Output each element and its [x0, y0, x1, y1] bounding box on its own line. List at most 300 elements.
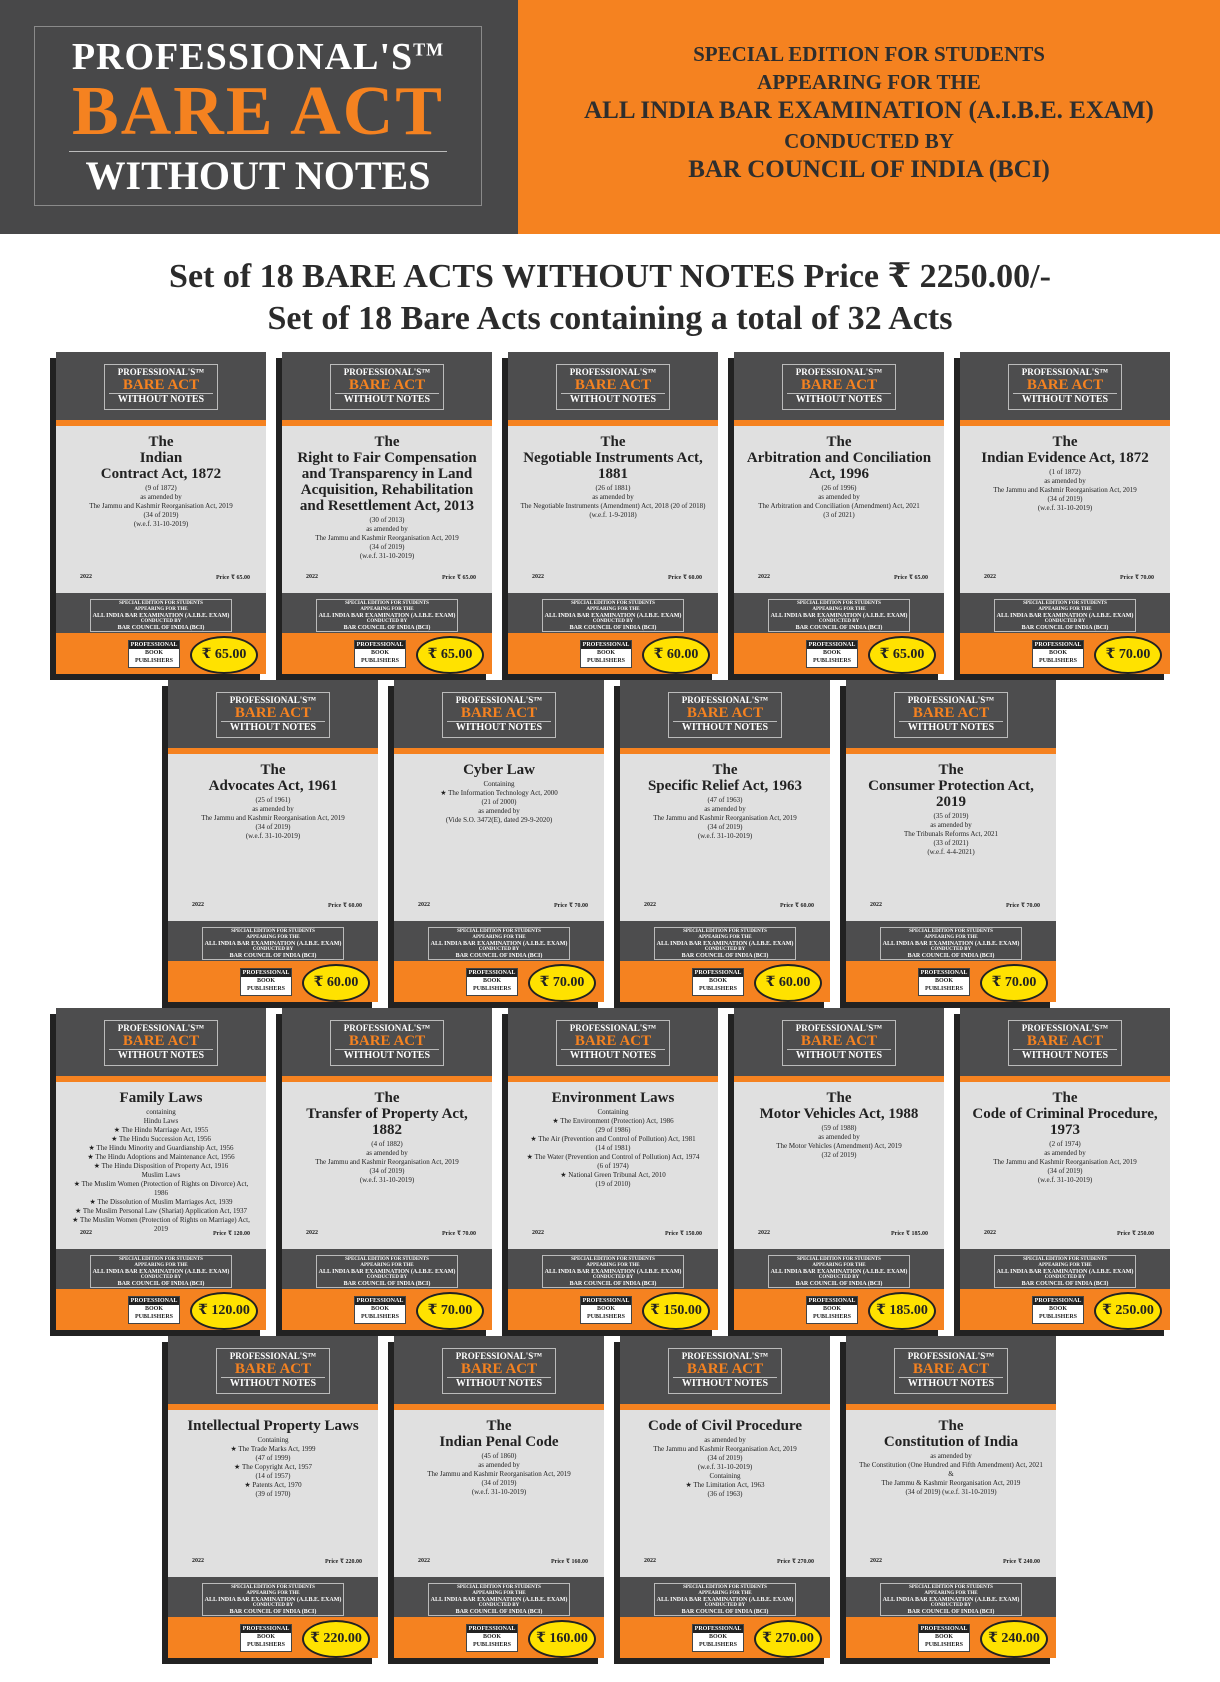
book-detail-line: as amended by	[252, 805, 294, 813]
publisher-logo	[240, 1624, 292, 1652]
book-edition-line: CONDUCTED BY	[704, 1603, 746, 1608]
book-edition-box	[542, 1255, 684, 1288]
book-logo-bare-act: BARE ACT	[574, 377, 652, 393]
book-title-line: Intellectual Property Laws	[187, 1418, 359, 1434]
book-detail-line: (35 of 2019)	[933, 812, 969, 820]
book-cover[interactable]	[282, 1008, 492, 1330]
book-cover[interactable]	[846, 680, 1056, 1002]
book-details	[394, 780, 604, 825]
book-price-text: Price ₹ 150.00	[665, 1231, 702, 1237]
book-edition-line: APPEARING FOR THE	[134, 607, 188, 612]
book-title-line: The	[938, 762, 964, 778]
book-edition-line: BAR COUNCIL OF INDIA (BCI)	[343, 625, 431, 631]
book-logo-professionals: PROFESSIONAL'S™	[681, 695, 769, 705]
book-title-line: Motor Vehicles Act, 1988	[759, 1106, 919, 1122]
book-price-text: Price ₹ 270.00	[777, 1559, 814, 1565]
price-badge: ₹ 240.00	[980, 1620, 1048, 1658]
book-cover[interactable]	[508, 352, 718, 674]
book-edition-line: ALL INDIA BAR EXAMINATION (A.I.B.E. EXAM)	[92, 1269, 230, 1275]
book-edition-box	[768, 599, 910, 632]
book-detail-line: (w.e.f. 4-4-2021)	[927, 848, 975, 856]
book-title-line: The	[1052, 434, 1078, 450]
book-footer	[620, 1577, 830, 1617]
publisher-logo	[354, 640, 406, 668]
book-logo-bare-act: BARE ACT	[348, 377, 426, 393]
book-edition-line: BAR COUNCIL OF INDIA (BCI)	[117, 625, 205, 631]
book-logo-professionals: PROFESSIONAL'S™	[229, 695, 317, 705]
publisher-subtitle: BOOK PUBLISHERS	[134, 1306, 173, 1320]
book-stripe	[168, 748, 378, 754]
book-edition-line: BAR COUNCIL OF INDIA (BCI)	[117, 1281, 205, 1287]
price-badge: ₹ 70.00	[528, 964, 596, 1002]
book-logo-without-notes: WITHOUT NOTES	[673, 1377, 777, 1390]
book-price-band	[282, 1289, 492, 1330]
book-edition-line: CONDUCTED BY	[818, 619, 860, 624]
book-title	[168, 1418, 378, 1434]
book-body	[960, 1084, 1170, 1249]
book-footer	[960, 1249, 1170, 1289]
book-details	[508, 1108, 718, 1189]
book-header	[168, 1336, 378, 1404]
publisher-subtitle: BOOK PUBLISHERS	[812, 650, 851, 664]
book-edition-line: SPECIAL EDITION FOR STUDENTS	[909, 1585, 993, 1590]
book-edition-line: SPECIAL EDITION FOR STUDENTS	[797, 1257, 881, 1262]
book-logo	[442, 692, 556, 738]
book-edition-line: ALL INDIA BAR EXAMINATION (A.I.B.E. EXAM)	[204, 1597, 342, 1603]
book-cover[interactable]	[508, 1008, 718, 1330]
book-logo-bare-act: BARE ACT	[348, 1033, 426, 1049]
book-detail-line: ★ The Trade Marks Act, 1999	[230, 1445, 316, 1453]
book-edition-line: SPECIAL EDITION FOR STUDENTS	[1023, 601, 1107, 606]
book-price-band	[282, 633, 492, 674]
book-edition-box	[202, 927, 344, 960]
book-edition-line: CONDUCTED BY	[140, 1275, 182, 1280]
price-badge: ₹ 70.00	[416, 1292, 484, 1330]
book-detail-line: (19 of 2010)	[595, 1180, 631, 1188]
book-logo-without-notes: WITHOUT NOTES	[899, 721, 1003, 734]
book-detail-line: ★ The Hindu Marriage Act, 1955	[113, 1126, 209, 1134]
price-badge: ₹ 120.00	[190, 1292, 258, 1330]
book-logo-bare-act: BARE ACT	[800, 1033, 878, 1049]
book-cover[interactable]	[846, 1336, 1056, 1658]
book-footer	[620, 921, 830, 961]
book-logo-without-notes: WITHOUT NOTES	[1013, 1049, 1117, 1062]
book-body	[846, 1412, 1056, 1577]
book-logo	[104, 1020, 218, 1066]
publisher-subtitle: BOOK PUBLISHERS	[246, 1634, 285, 1648]
book-body	[734, 1084, 944, 1249]
book-detail-line: Hindu Laws	[143, 1117, 179, 1125]
book-cover[interactable]	[960, 1008, 1170, 1330]
book-edition-line: SPECIAL EDITION FOR STUDENTS	[797, 601, 881, 606]
book-title-line: Indian Penal Code	[439, 1434, 559, 1450]
book-detail-line: as amended by	[478, 807, 520, 815]
book-edition-line: APPEARING FOR THE	[586, 1263, 640, 1268]
book-detail-line: The Jammu and Kashmir Reorganisation Act, 2019	[653, 1445, 797, 1453]
book-header	[282, 352, 492, 420]
book-logo-bare-act: BARE ACT	[460, 705, 538, 721]
book-logo	[668, 1348, 782, 1394]
book-edition-line: ALL INDIA BAR EXAMINATION (A.I.B.E. EXAM)	[318, 613, 456, 619]
book-logo-professionals: PROFESSIONAL'S™	[681, 1351, 769, 1361]
book-cover[interactable]	[734, 1008, 944, 1330]
book-edition-line: CONDUCTED BY	[930, 1603, 972, 1608]
book-logo-without-notes: WITHOUT NOTES	[335, 393, 439, 406]
book-body	[734, 428, 944, 593]
book-edition-line: CONDUCTED BY	[592, 619, 634, 624]
book-detail-line: as amended by	[592, 493, 634, 501]
book-title	[508, 1090, 718, 1106]
book-price-band	[620, 1617, 830, 1658]
book-title-line: The	[374, 1090, 400, 1106]
publisher-name: PROFESSIONAL	[130, 642, 178, 648]
book-price-text: Price ₹ 65.00	[442, 575, 476, 581]
book-edition-line: BAR COUNCIL OF INDIA (BCI)	[795, 625, 883, 631]
book-title	[846, 762, 1056, 810]
publisher-name: PROFESSIONAL	[130, 1298, 178, 1304]
book-logo-professionals: PROFESSIONAL'S™	[795, 367, 883, 377]
price-badge: ₹ 60.00	[642, 636, 710, 674]
book-detail-line: (6 of 1974)	[597, 1162, 629, 1170]
book-stripe	[960, 420, 1170, 426]
book-detail-line: (29 of 1986)	[595, 1126, 631, 1134]
book-logo-professionals: PROFESSIONAL'S™	[455, 695, 543, 705]
price-badge: ₹ 60.00	[754, 964, 822, 1002]
book-logo-without-notes: WITHOUT NOTES	[447, 1377, 551, 1390]
book-logo-professionals: PROFESSIONAL'S™	[455, 1351, 543, 1361]
book-detail-line: as amended by	[366, 1149, 408, 1157]
book-edition-line: ALL INDIA BAR EXAMINATION (A.I.B.E. EXAM)	[770, 613, 908, 619]
book-title-line: Contract Act, 1872	[100, 466, 222, 482]
book-details	[734, 1124, 944, 1160]
book-detail-line: (w.e.f. 31-10-2019)	[471, 1488, 527, 1496]
book-logo	[894, 1348, 1008, 1394]
book-title	[282, 434, 492, 514]
book-year: 2022	[418, 1558, 430, 1564]
book-price-text: Price ₹ 70.00	[1006, 903, 1040, 909]
book-details	[734, 484, 944, 520]
book-detail-line: as amended by	[818, 493, 860, 501]
book-detail-line: (36 of 1963)	[707, 1490, 743, 1498]
book-edition-line: BAR COUNCIL OF INDIA (BCI)	[569, 625, 657, 631]
price-badge: ₹ 70.00	[1094, 636, 1162, 674]
edition-line-1: SPECIAL EDITION FOR STUDENTS	[693, 42, 1045, 66]
book-details	[282, 516, 492, 561]
publisher-name: PROFESSIONAL	[808, 1298, 856, 1304]
book-cover[interactable]	[56, 1008, 266, 1330]
book-edition-line: SPECIAL EDITION FOR STUDENTS	[345, 1257, 429, 1262]
publisher-name: PROFESSIONAL	[1034, 642, 1082, 648]
book-logo	[216, 692, 330, 738]
book-cover[interactable]	[168, 1336, 378, 1658]
book-header	[508, 352, 718, 420]
book-detail-line: ★ The Hindu Succession Act, 1956	[111, 1135, 211, 1143]
book-edition-line: APPEARING FOR THE	[472, 935, 526, 940]
publisher-name: PROFESSIONAL	[242, 970, 290, 976]
book-edition-line: ALL INDIA BAR EXAMINATION (A.I.B.E. EXAM)	[544, 613, 682, 619]
publisher-name: PROFESSIONAL	[808, 642, 856, 648]
publisher-subtitle: BOOK PUBLISHERS	[360, 650, 399, 664]
book-year: 2022	[644, 902, 656, 908]
edition-line-5: BAR COUNCIL OF INDIA (BCI)	[688, 156, 1050, 183]
book-logo-bare-act: BARE ACT	[122, 1033, 200, 1049]
book-stripe	[508, 1076, 718, 1082]
book-price-band	[620, 961, 830, 1002]
book-title	[56, 1090, 266, 1106]
book-year: 2022	[644, 1558, 656, 1564]
book-header	[168, 680, 378, 748]
book-detail-line: ★ The Hindu Minority and Guardianship Act, 1956	[88, 1144, 234, 1152]
book-detail-line: The Arbitration and Conciliation (Amendment) Act, 2021	[758, 502, 920, 510]
book-detail-line: Containing	[597, 1108, 629, 1116]
book-logo-without-notes: WITHOUT NOTES	[561, 1049, 665, 1062]
publisher-logo	[918, 1624, 970, 1652]
book-edition-line: SPECIAL EDITION FOR STUDENTS	[231, 929, 315, 934]
book-cover[interactable]	[960, 352, 1170, 674]
book-year: 2022	[306, 1230, 318, 1236]
book-cover[interactable]	[394, 1336, 604, 1658]
edition-line-2: APPEARING FOR THE	[757, 70, 981, 94]
book-title-line: Arbitration and Conciliation Act, 1996	[746, 450, 932, 482]
book-header	[508, 1008, 718, 1076]
publisher-subtitle: BOOK PUBLISHERS	[698, 1634, 737, 1648]
book-detail-line: (w.e.f. 31-10-2019)	[359, 1176, 415, 1184]
book-logo-without-notes: WITHOUT NOTES	[899, 1377, 1003, 1390]
book-title	[508, 434, 718, 482]
book-logo-bare-act: BARE ACT	[1026, 377, 1104, 393]
book-header	[56, 352, 266, 420]
book-detail-line: (45 of 1860)	[481, 1452, 517, 1460]
book-edition-line: ALL INDIA BAR EXAMINATION (A.I.B.E. EXAM)	[92, 613, 230, 619]
book-edition-line: ALL INDIA BAR EXAMINATION (A.I.B.E. EXAM)	[204, 941, 342, 947]
book-year: 2022	[870, 1558, 882, 1564]
book-edition-line: APPEARING FOR THE	[360, 607, 414, 612]
book-detail-line: (14 of 1957)	[255, 1472, 291, 1480]
book-details	[620, 796, 830, 841]
book-edition-line: SPECIAL EDITION FOR STUDENTS	[571, 1257, 655, 1262]
book-edition-line: APPEARING FOR THE	[1038, 607, 1092, 612]
book-edition-line: BAR COUNCIL OF INDIA (BCI)	[455, 953, 543, 959]
book-details	[168, 1436, 378, 1499]
book-edition-line: CONDUCTED BY	[930, 947, 972, 952]
book-logo-professionals: PROFESSIONAL'S™	[117, 1023, 205, 1033]
book-logo-professionals: PROFESSIONAL'S™	[1021, 367, 1109, 377]
book-body	[56, 428, 266, 593]
book-body	[620, 756, 830, 921]
book-logo-bare-act: BARE ACT	[234, 705, 312, 721]
publisher-logo	[240, 968, 292, 996]
publisher-name: PROFESSIONAL	[694, 970, 742, 976]
publisher-logo	[128, 1296, 180, 1324]
book-cover[interactable]	[282, 352, 492, 674]
book-title-line: The	[260, 762, 286, 778]
set-price-title: Set of 18 BARE ACTS WITHOUT NOTES Price ₹ 2250.00/-	[169, 258, 1051, 295]
book-edition-line: CONDUCTED BY	[366, 1275, 408, 1280]
book-detail-line: The Motor Vehicles (Amendment) Act, 2019	[776, 1142, 902, 1150]
book-header	[960, 1008, 1170, 1076]
book-detail-line: (w.e.f. 31-10-2019)	[133, 520, 189, 528]
book-stripe	[394, 1404, 604, 1410]
book-details	[56, 484, 266, 529]
book-details	[168, 796, 378, 841]
price-badge: ₹ 160.00	[528, 1620, 596, 1658]
book-logo	[782, 364, 896, 410]
price-badge: ₹ 150.00	[642, 1292, 710, 1330]
book-year: 2022	[306, 574, 318, 580]
book-footer	[960, 593, 1170, 633]
book-footer	[846, 921, 1056, 961]
book-edition-line: CONDUCTED BY	[366, 619, 408, 624]
book-edition-line: ALL INDIA BAR EXAMINATION (A.I.B.E. EXAM)	[544, 1269, 682, 1275]
book-edition-box	[202, 1583, 344, 1616]
book-edition-box	[316, 1255, 458, 1288]
book-title-line: Code of Criminal Procedure, 1973	[972, 1106, 1158, 1138]
book-detail-line: (w.e.f. 31-10-2019)	[1037, 1176, 1093, 1184]
book-cover[interactable]	[620, 1336, 830, 1658]
book-detail-line: (34 of 2019)	[1047, 1167, 1083, 1175]
book-header	[282, 1008, 492, 1076]
book-detail-line: (34 of 2019)	[707, 1454, 743, 1462]
book-year: 2022	[532, 1230, 544, 1236]
book-price-band	[56, 633, 266, 674]
publisher-subtitle: BOOK PUBLISHERS	[472, 978, 511, 992]
book-logo-without-notes: WITHOUT NOTES	[221, 1377, 325, 1390]
book-logo	[556, 1020, 670, 1066]
publisher-name: PROFESSIONAL	[356, 1298, 404, 1304]
book-edition-line: CONDUCTED BY	[478, 947, 520, 952]
book-stripe	[56, 420, 266, 426]
book-edition-line: ALL INDIA BAR EXAMINATION (A.I.B.E. EXAM)	[430, 941, 568, 947]
book-edition-line: ALL INDIA BAR EXAMINATION (A.I.B.E. EXAM)	[996, 1269, 1134, 1275]
book-header	[960, 352, 1170, 420]
price-badge: ₹ 60.00	[302, 964, 370, 1002]
book-detail-line: The Negotiable Instruments (Amendment) Act, 2018 (20 of 2018)	[520, 502, 706, 510]
book-title	[168, 762, 378, 794]
book-title	[960, 1090, 1170, 1138]
book-edition-line: BAR COUNCIL OF INDIA (BCI)	[907, 953, 995, 959]
book-edition-line: BAR COUNCIL OF INDIA (BCI)	[229, 1609, 317, 1615]
book-price-text: Price ₹ 185.00	[891, 1231, 928, 1237]
book-edition-box	[768, 1255, 910, 1288]
book-footer	[168, 921, 378, 961]
book-year: 2022	[192, 902, 204, 908]
book-detail-line: as amended by	[818, 1133, 860, 1141]
book-detail-line: The Jammu & Kashmir Reorganisation Act, 2019	[881, 1479, 1021, 1487]
book-title	[960, 434, 1170, 466]
book-edition-line: BAR COUNCIL OF INDIA (BCI)	[795, 1281, 883, 1287]
book-price-band	[56, 1289, 266, 1330]
book-body	[508, 428, 718, 593]
book-detail-line: ★ The Limitation Act, 1963	[685, 1481, 765, 1489]
book-title-line: Cyber Law	[463, 762, 535, 778]
publisher-name: PROFESSIONAL	[468, 1626, 516, 1632]
book-detail-line: as amended by	[930, 821, 972, 829]
book-logo-professionals: PROFESSIONAL'S™	[569, 367, 657, 377]
book-logo-professionals: PROFESSIONAL'S™	[343, 367, 431, 377]
price-badge: ₹ 65.00	[190, 636, 258, 674]
book-price-band	[394, 961, 604, 1002]
book-detail-line: (3 of 2021)	[823, 511, 855, 519]
book-logo	[216, 1348, 330, 1394]
book-detail-line: The Tribunals Reforms Act, 2021	[904, 830, 998, 838]
edition-line-3: ALL INDIA BAR EXAMINATION (A.I.B.E. EXAM)	[584, 97, 1154, 124]
book-detail-line: ★ The Muslim Personal Law (Shariat) Application Act, 1937	[75, 1207, 247, 1215]
book-edition-line: ALL INDIA BAR EXAMINATION (A.I.B.E. EXAM)	[882, 941, 1020, 947]
book-logo	[330, 1020, 444, 1066]
book-price-band	[960, 633, 1170, 674]
book-year: 2022	[532, 574, 544, 580]
publisher-name: PROFESSIONAL	[468, 970, 516, 976]
book-detail-line: Muslim Laws	[141, 1171, 181, 1179]
book-price-band	[168, 1617, 378, 1658]
book-stripe	[620, 1404, 830, 1410]
book-year: 2022	[758, 574, 770, 580]
book-detail-line: &	[948, 1470, 954, 1478]
book-edition-line: ALL INDIA BAR EXAMINATION (A.I.B.E. EXAM)	[882, 1597, 1020, 1603]
book-logo-without-notes: WITHOUT NOTES	[109, 1049, 213, 1062]
book-title-line: Family Laws	[119, 1090, 203, 1106]
publisher-logo	[918, 968, 970, 996]
book-title-line: Code of Civil Procedure	[647, 1418, 802, 1434]
book-detail-line: The Jammu and Kashmir Reorganisation Act, 2019	[315, 1158, 459, 1166]
book-cover[interactable]	[168, 680, 378, 1002]
book-detail-line: ★ National Green Tribunal Act, 2010	[560, 1171, 666, 1179]
book-cover[interactable]	[734, 352, 944, 674]
publisher-subtitle: BOOK PUBLISHERS	[586, 1306, 625, 1320]
book-edition-line: ALL INDIA BAR EXAMINATION (A.I.B.E. EXAM)	[770, 1269, 908, 1275]
publisher-name: PROFESSIONAL	[242, 1626, 290, 1632]
book-title-line: Indian	[139, 450, 183, 466]
book-edition-line: CONDUCTED BY	[592, 1275, 634, 1280]
book-stripe	[734, 420, 944, 426]
book-detail-line: as amended by	[1044, 477, 1086, 485]
book-title	[56, 434, 266, 482]
book-stripe	[168, 1404, 378, 1410]
book-price-text: Price ₹ 220.00	[325, 1559, 362, 1565]
book-cover[interactable]	[620, 680, 830, 1002]
book-edition-line: SPECIAL EDITION FOR STUDENTS	[231, 1585, 315, 1590]
book-title-line: Right to Fair Compensation and Transparency in Land Acquisition, Rehabilitation and Resettlement Act, 2013	[297, 450, 477, 514]
book-details	[56, 1108, 266, 1234]
book-detail-line: (34 of 2019) (w.e.f. 31-10-2019)	[905, 1488, 997, 1496]
book-detail-line: ★ Patents Act, 1970	[244, 1481, 302, 1489]
book-stripe	[56, 1076, 266, 1082]
book-detail-line: (34 of 2019)	[369, 1167, 405, 1175]
publisher-subtitle: BOOK PUBLISHERS	[812, 1306, 851, 1320]
book-cover[interactable]	[394, 680, 604, 1002]
book-logo-bare-act: BARE ACT	[460, 1361, 538, 1377]
book-detail-line: as amended by	[704, 805, 746, 813]
book-header	[620, 1336, 830, 1404]
publisher-name: PROFESSIONAL	[920, 1626, 968, 1632]
book-edition-line: BAR COUNCIL OF INDIA (BCI)	[229, 953, 317, 959]
book-cover[interactable]	[56, 352, 266, 674]
book-year: 2022	[870, 902, 882, 908]
book-edition-line: SPECIAL EDITION FOR STUDENTS	[1023, 1257, 1107, 1262]
publisher-name: PROFESSIONAL	[920, 970, 968, 976]
book-footer	[56, 1249, 266, 1289]
price-badge: ₹ 65.00	[416, 636, 484, 674]
book-edition-line: APPEARING FOR THE	[360, 1263, 414, 1268]
publisher-logo	[1032, 640, 1084, 668]
book-edition-line: APPEARING FOR THE	[924, 1591, 978, 1596]
book-price-text: Price ₹ 120.00	[213, 1231, 250, 1237]
book-edition-line: CONDUCTED BY	[1044, 619, 1086, 624]
logo-bare-act: BARE ACT	[72, 73, 444, 150]
book-body	[56, 1084, 266, 1249]
book-edition-line: BAR COUNCIL OF INDIA (BCI)	[343, 1281, 431, 1287]
book-price-text: Price ₹ 65.00	[894, 575, 928, 581]
